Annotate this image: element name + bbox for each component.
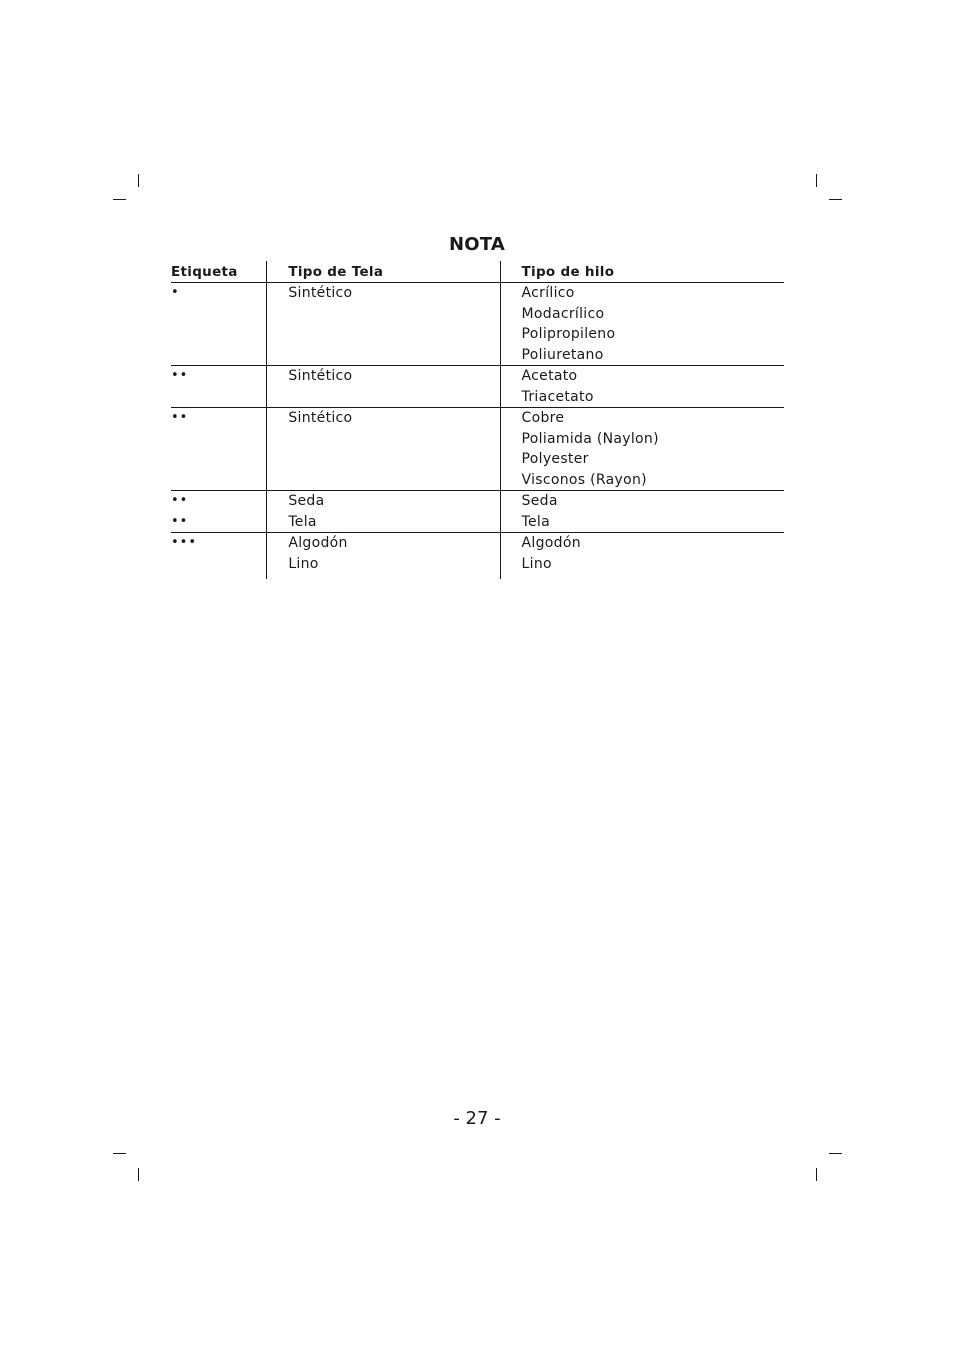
- thread-cell: [500, 283, 784, 366]
- table-row: [171, 366, 784, 408]
- crop-mark-bottom-right-horizontal: [829, 1153, 842, 1154]
- fabric-line: Sintético: [288, 368, 353, 384]
- label-cell: [171, 533, 267, 580]
- table-header-row: [171, 261, 784, 283]
- page-number: - 27 -: [453, 1108, 501, 1129]
- label-line: ••: [171, 513, 189, 529]
- crop-mark-bottom-left-horizontal: [113, 1153, 126, 1154]
- crop-mark-top-left-horizontal: [113, 199, 126, 200]
- fabric-line: Lino: [288, 555, 319, 572]
- table-row: [171, 408, 784, 491]
- thread-line: Algodón: [521, 535, 581, 551]
- label-cell: [171, 283, 267, 366]
- header-tipo-de-hilo: Tipo de hilo: [500, 261, 784, 283]
- fabric-cell: [267, 533, 500, 580]
- thread-line: Visconos (Rayon): [521, 471, 647, 488]
- thread-cell: [500, 533, 784, 580]
- fabric-line: Algodón: [288, 535, 348, 551]
- page-title: NOTA: [449, 234, 505, 255]
- label-cell: [171, 408, 267, 491]
- fabric-line: Sintético: [288, 410, 353, 426]
- thread-line: Cobre: [521, 410, 565, 426]
- thread-line: Triacetato: [521, 388, 594, 405]
- label-line: ••: [171, 410, 189, 425]
- crop-mark-top-right-horizontal: [829, 199, 842, 200]
- label-line: ••: [171, 368, 189, 383]
- fabric-cell: [267, 283, 500, 366]
- fabric-cell: [267, 408, 500, 491]
- thread-line: Poliuretano: [521, 346, 604, 363]
- thread-line: Acrílico: [521, 285, 575, 301]
- label-line: •••: [171, 535, 198, 550]
- crop-mark-top-right-vertical: [816, 174, 817, 187]
- crop-mark-bottom-right-vertical: [816, 1168, 817, 1181]
- thread-line: Polipropileno: [521, 326, 616, 342]
- thread-cell: [500, 408, 784, 491]
- label-cell: [171, 491, 267, 533]
- thread-line: Acetato: [521, 368, 578, 384]
- fabric-cell: [267, 366, 500, 408]
- thread-line: Tela: [521, 513, 550, 530]
- table-row: [171, 491, 784, 533]
- thread-cell: [500, 491, 784, 533]
- table-row: [171, 533, 784, 580]
- header-tipo-de-tela: Tipo de Tela: [267, 261, 500, 283]
- fabric-cell: [267, 491, 500, 533]
- thread-line: Lino: [521, 555, 552, 572]
- label-cell: [171, 366, 267, 408]
- label-line: •: [171, 285, 180, 300]
- thread-line: Polyester: [521, 451, 589, 467]
- table-row: [171, 283, 784, 366]
- header-etiqueta: Etiqueta: [171, 261, 267, 283]
- label-line: ••: [171, 493, 189, 508]
- thread-cell: [500, 366, 784, 408]
- fabric-thread-table: [171, 261, 784, 579]
- thread-line: Seda: [521, 493, 558, 509]
- thread-line: Modacrílico: [521, 305, 605, 322]
- crop-mark-bottom-left-vertical: [138, 1168, 139, 1181]
- crop-mark-top-left-vertical: [138, 174, 139, 187]
- fabric-line: Tela: [288, 513, 317, 530]
- fabric-line: Seda: [288, 493, 325, 509]
- fabric-line: Sintético: [288, 285, 353, 301]
- thread-line: Poliamida (Naylon): [521, 430, 659, 447]
